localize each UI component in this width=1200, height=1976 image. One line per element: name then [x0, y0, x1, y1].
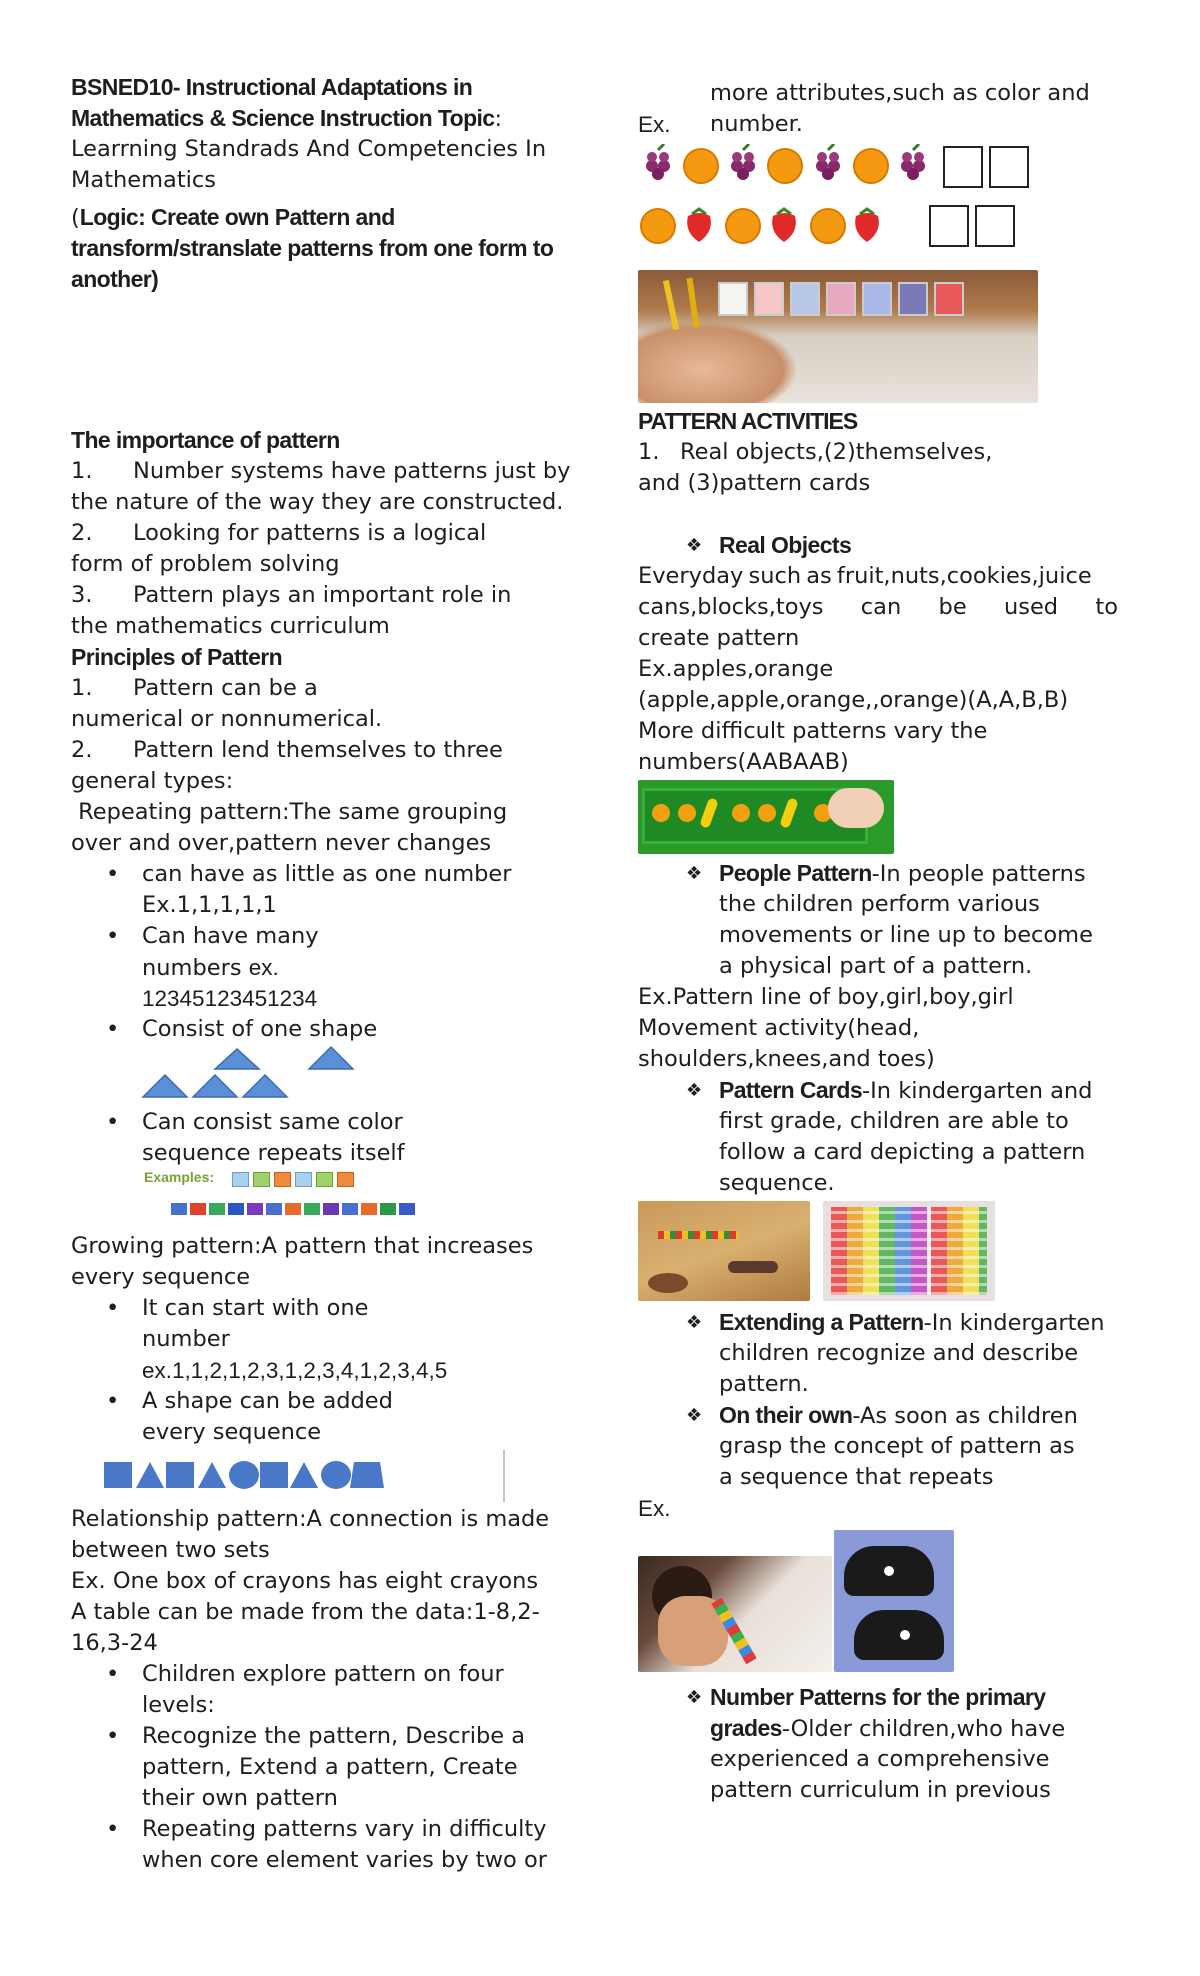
- item-text: Pattern lend themselves to three: [133, 737, 503, 763]
- triangle-shapes: [141, 1045, 441, 1103]
- item-text: Pattern can be a: [133, 675, 318, 701]
- topic-line2: Mathematics: [71, 167, 216, 193]
- importance-item-3: [71, 580, 571, 611]
- bullet-text: Ex.1,1,1,1,1: [142, 892, 277, 918]
- hand-crafts-photo: [834, 1530, 954, 1672]
- pattern-craft-photo: [638, 270, 1038, 403]
- bullet-text: • Recognize the pattern, Describe a: [142, 1723, 526, 1749]
- pattern-cards-title: Pattern Cards: [719, 1077, 863, 1103]
- pattern-activities-heading: PATTERN ACTIVITIES: [638, 408, 858, 434]
- principle-2: [71, 735, 571, 766]
- extending-pattern-item: [638, 1307, 1118, 1400]
- pattern-cards-item: [638, 1075, 1118, 1199]
- on-their-own-item: [638, 1400, 1118, 1493]
- color-sequence-image: [71, 1169, 571, 1227]
- importance-item-2: [71, 518, 571, 549]
- bullet-text: ex.1,1,2,1,2,3,1,2,3,4,1,2,3,4,5: [142, 1358, 448, 1383]
- bullet-four-levels: [71, 1659, 571, 1721]
- repeating-pattern-line2: over and over,pattern never changes: [71, 830, 492, 856]
- bullet-text: • Can consist same color: [142, 1109, 403, 1135]
- pattern-cards-line1: [719, 1075, 1118, 1106]
- on-their-own-photos: [638, 1530, 1118, 1680]
- item-text: Real objects,(2)themselves,: [680, 439, 993, 465]
- activities-line1: [638, 437, 1118, 468]
- square: [337, 1172, 354, 1187]
- own-title: On their own: [719, 1402, 853, 1428]
- relationship-line4: A table can be made from the data:1-8,2-: [71, 1599, 540, 1625]
- item-number: 2.: [71, 737, 93, 763]
- triangle-pattern-image: [71, 1045, 571, 1103]
- bullet-text: • It can start with one: [142, 1295, 369, 1321]
- people-pattern-line3: movements or line up to become: [719, 922, 1093, 948]
- importance-heading: The importance of pattern: [71, 427, 340, 453]
- bullet-text: • Can have many: [142, 923, 319, 949]
- bullet-text: sequence repeats itself: [142, 1140, 405, 1166]
- pattern-cards-line4: sequence.: [719, 1170, 835, 1196]
- real-objects-line5: (apple,apple,orange,,orange)(A,A,B,B): [638, 687, 1069, 713]
- relationship-line3: Ex. One box of crayons has eight crayons: [71, 1568, 539, 1594]
- square: [295, 1172, 312, 1187]
- attributes-ex: Ex.: [638, 112, 671, 137]
- growing-shapes: [102, 1450, 522, 1506]
- real-objects-line6: More difficult patterns vary the: [638, 718, 988, 744]
- pattern-cards-photos: [638, 1201, 1118, 1303]
- course-title-line2: [71, 103, 571, 134]
- growing-pattern-line2: every sequence: [71, 1264, 251, 1290]
- people-pattern-ex3: shoulders,knees,and toes): [638, 1046, 935, 1072]
- craft-cards: [718, 282, 988, 322]
- square: [274, 1172, 291, 1187]
- logic-line2: transform/stranslate patterns from one form to: [71, 235, 554, 261]
- bullet-difficulty: [71, 1814, 571, 1876]
- item-number: 2.: [71, 520, 93, 546]
- logic-line3: another): [71, 266, 159, 292]
- real-objects-heading: ❖ Real Objects: [719, 532, 852, 558]
- bullet-text: • can have as little as one number: [142, 861, 512, 887]
- extending-title: Extending a Pattern: [719, 1309, 924, 1335]
- attributes-number: number.: [710, 111, 803, 137]
- people-pattern-line1: [719, 858, 1118, 889]
- people-pattern-ex2: Movement activity(head,: [638, 1015, 920, 1041]
- number-patterns-text: -Older children,who have: [781, 1716, 1066, 1742]
- logic-paren: (: [71, 205, 80, 231]
- fruit-tray-photo: [638, 780, 894, 854]
- color-squares-row2: [171, 1203, 415, 1215]
- number-patterns-item: [638, 1682, 1118, 1806]
- bullet-one-shape: [71, 1014, 571, 1045]
- bullet-text: • Consist of one shape: [142, 1016, 378, 1042]
- bullet-text: number: [142, 1326, 230, 1352]
- people-pattern-item: [638, 858, 1118, 982]
- bullet-text: their own pattern: [142, 1785, 338, 1811]
- item-number: 1.: [71, 458, 93, 484]
- fruit-pattern-image: [638, 144, 1118, 270]
- bullet-text-ex: ex.: [248, 955, 279, 980]
- item-number: 1.: [638, 439, 660, 465]
- item-number: 1.: [71, 675, 93, 701]
- item-text: Looking for patterns is a logical: [133, 520, 487, 546]
- principle-1-cont: numerical or nonnumerical.: [71, 706, 383, 732]
- logic-text: Logic: Create own Pattern and: [79, 204, 395, 230]
- real-objects-heading-item: [638, 530, 1118, 561]
- pattern-cards-line2: first grade, children are able to: [719, 1108, 1069, 1134]
- own-text: -As soon as children: [852, 1403, 1078, 1429]
- relationship-line1: Relationship pattern:A connection is made: [71, 1506, 550, 1532]
- own-line1: [719, 1400, 1118, 1431]
- bullet-text: • A shape can be added: [142, 1388, 393, 1414]
- own-ex: Ex.: [638, 1496, 671, 1521]
- real-objects-line4: Ex.apples,orange: [638, 656, 834, 682]
- examples-label: Examples:: [144, 1169, 215, 1185]
- child-blocks-photo: [638, 1556, 832, 1672]
- course-title-colon: :: [494, 106, 503, 132]
- activities-line2: and (3)pattern cards: [638, 470, 871, 496]
- people-pattern-ex1: Ex.Pattern line of boy,girl,boy,girl: [638, 984, 1014, 1010]
- bullet-many-numbers: [71, 921, 571, 1014]
- real-objects-line7: numbers(AABAAB): [638, 749, 849, 775]
- importance-item-2-cont: form of problem solving: [71, 551, 340, 577]
- item-text: Number systems have patterns just by: [133, 458, 571, 484]
- logic-line1: [71, 202, 571, 233]
- bullet-text: • Children explore pattern on four: [142, 1661, 504, 1687]
- square: [316, 1172, 333, 1187]
- relationship-line2: between two sets: [71, 1537, 270, 1563]
- number-patterns-grades: grades: [710, 1715, 782, 1741]
- bullet-text: every sequence: [142, 1419, 322, 1445]
- extending-text: -In kindergarten: [923, 1310, 1105, 1336]
- square: [253, 1172, 270, 1187]
- attributes-line2: [638, 109, 1118, 140]
- number-patterns-line4: pattern curriculum in previous: [710, 1777, 1051, 1803]
- number-patterns-line2: [710, 1713, 1118, 1744]
- bead-cards-photo: [823, 1201, 995, 1301]
- people-pattern-text: -In people patterns: [871, 861, 1086, 887]
- attributes-line1: more attributes,such as color and: [710, 80, 1090, 106]
- growing-pattern-line1: Growing pattern:A pattern that increases: [71, 1233, 534, 1259]
- own-line3: a sequence that repeats: [719, 1464, 994, 1490]
- people-pattern-line2: the children perform various: [719, 891, 1040, 917]
- pattern-cards-text: -In kindergarten and: [862, 1078, 1093, 1104]
- bullet-text: 12345123451234: [142, 986, 318, 1011]
- color-squares-row1: [232, 1172, 354, 1187]
- bullet-one-number: [71, 859, 571, 921]
- bullet-text: levels:: [142, 1692, 215, 1718]
- number-patterns-line1: ❖ Number Patterns for the primary: [710, 1684, 1046, 1710]
- extending-line2: children recognize and describe: [719, 1340, 1079, 1366]
- bullet-text: when core element varies by two or: [142, 1847, 547, 1873]
- fruit-pattern: [638, 144, 1058, 268]
- own-line2: grasp the concept of pattern as: [719, 1433, 1075, 1459]
- real-objects-line2: cans,blocks,toys can be used to: [638, 594, 1118, 620]
- item-number: 3.: [71, 582, 93, 608]
- bullet-text: [142, 952, 571, 983]
- item-text: Pattern plays an important role in: [133, 582, 512, 608]
- number-patterns-line3: experienced a comprehensive: [710, 1746, 1050, 1772]
- people-pattern-title: People Pattern: [719, 860, 872, 886]
- beads-on-table-photo: [638, 1201, 810, 1301]
- topic-line1: Learrning Standrads And Competencies In: [71, 136, 547, 162]
- fruit-row1: [646, 144, 1028, 187]
- importance-item-1-cont: the nature of the way they are constructed.: [71, 489, 564, 515]
- bullet-same-color: [71, 1107, 571, 1169]
- importance-item-3-cont: the mathematics curriculum: [71, 613, 390, 639]
- course-title-line1: BSNED10- Instructional Adaptations in: [71, 74, 473, 100]
- square: [232, 1172, 249, 1187]
- extending-line1: [719, 1307, 1118, 1338]
- growing-shapes-image: [71, 1448, 571, 1504]
- repeating-pattern-line1: Repeating pattern:The same grouping: [71, 799, 508, 825]
- real-objects-line3: create pattern: [638, 625, 800, 651]
- fruit-row2: [641, 206, 1014, 246]
- bullet-recognize: [71, 1721, 571, 1814]
- child-hand: [638, 320, 798, 403]
- extending-line3: pattern.: [719, 1371, 809, 1397]
- importance-item-1: [71, 456, 571, 487]
- relationship-line5: 16,3-24: [71, 1630, 158, 1656]
- principle-2-cont: general types:: [71, 768, 234, 794]
- principles-heading: Principles of Pattern: [71, 644, 283, 670]
- people-pattern-line4: a physical part of a pattern.: [719, 953, 1033, 979]
- bullet-text-part: numbers: [142, 955, 249, 981]
- bullet-shape-added: [71, 1386, 571, 1448]
- right-column: [638, 78, 1118, 1806]
- left-column: [71, 72, 571, 1876]
- principle-1: [71, 673, 571, 704]
- bullet-text: • Repeating patterns vary in difficulty: [142, 1816, 547, 1842]
- course-title-bold: Mathematics & Science Instruction Topic: [71, 105, 495, 131]
- real-objects-line1: Everyday such as fruit,nuts,cookies,juice: [638, 563, 1092, 589]
- bullet-start-one-number: [71, 1293, 571, 1386]
- bullet-text: pattern, Extend a pattern, Create: [142, 1754, 518, 1780]
- pattern-cards-line3: follow a card depicting a pattern: [719, 1139, 1086, 1165]
